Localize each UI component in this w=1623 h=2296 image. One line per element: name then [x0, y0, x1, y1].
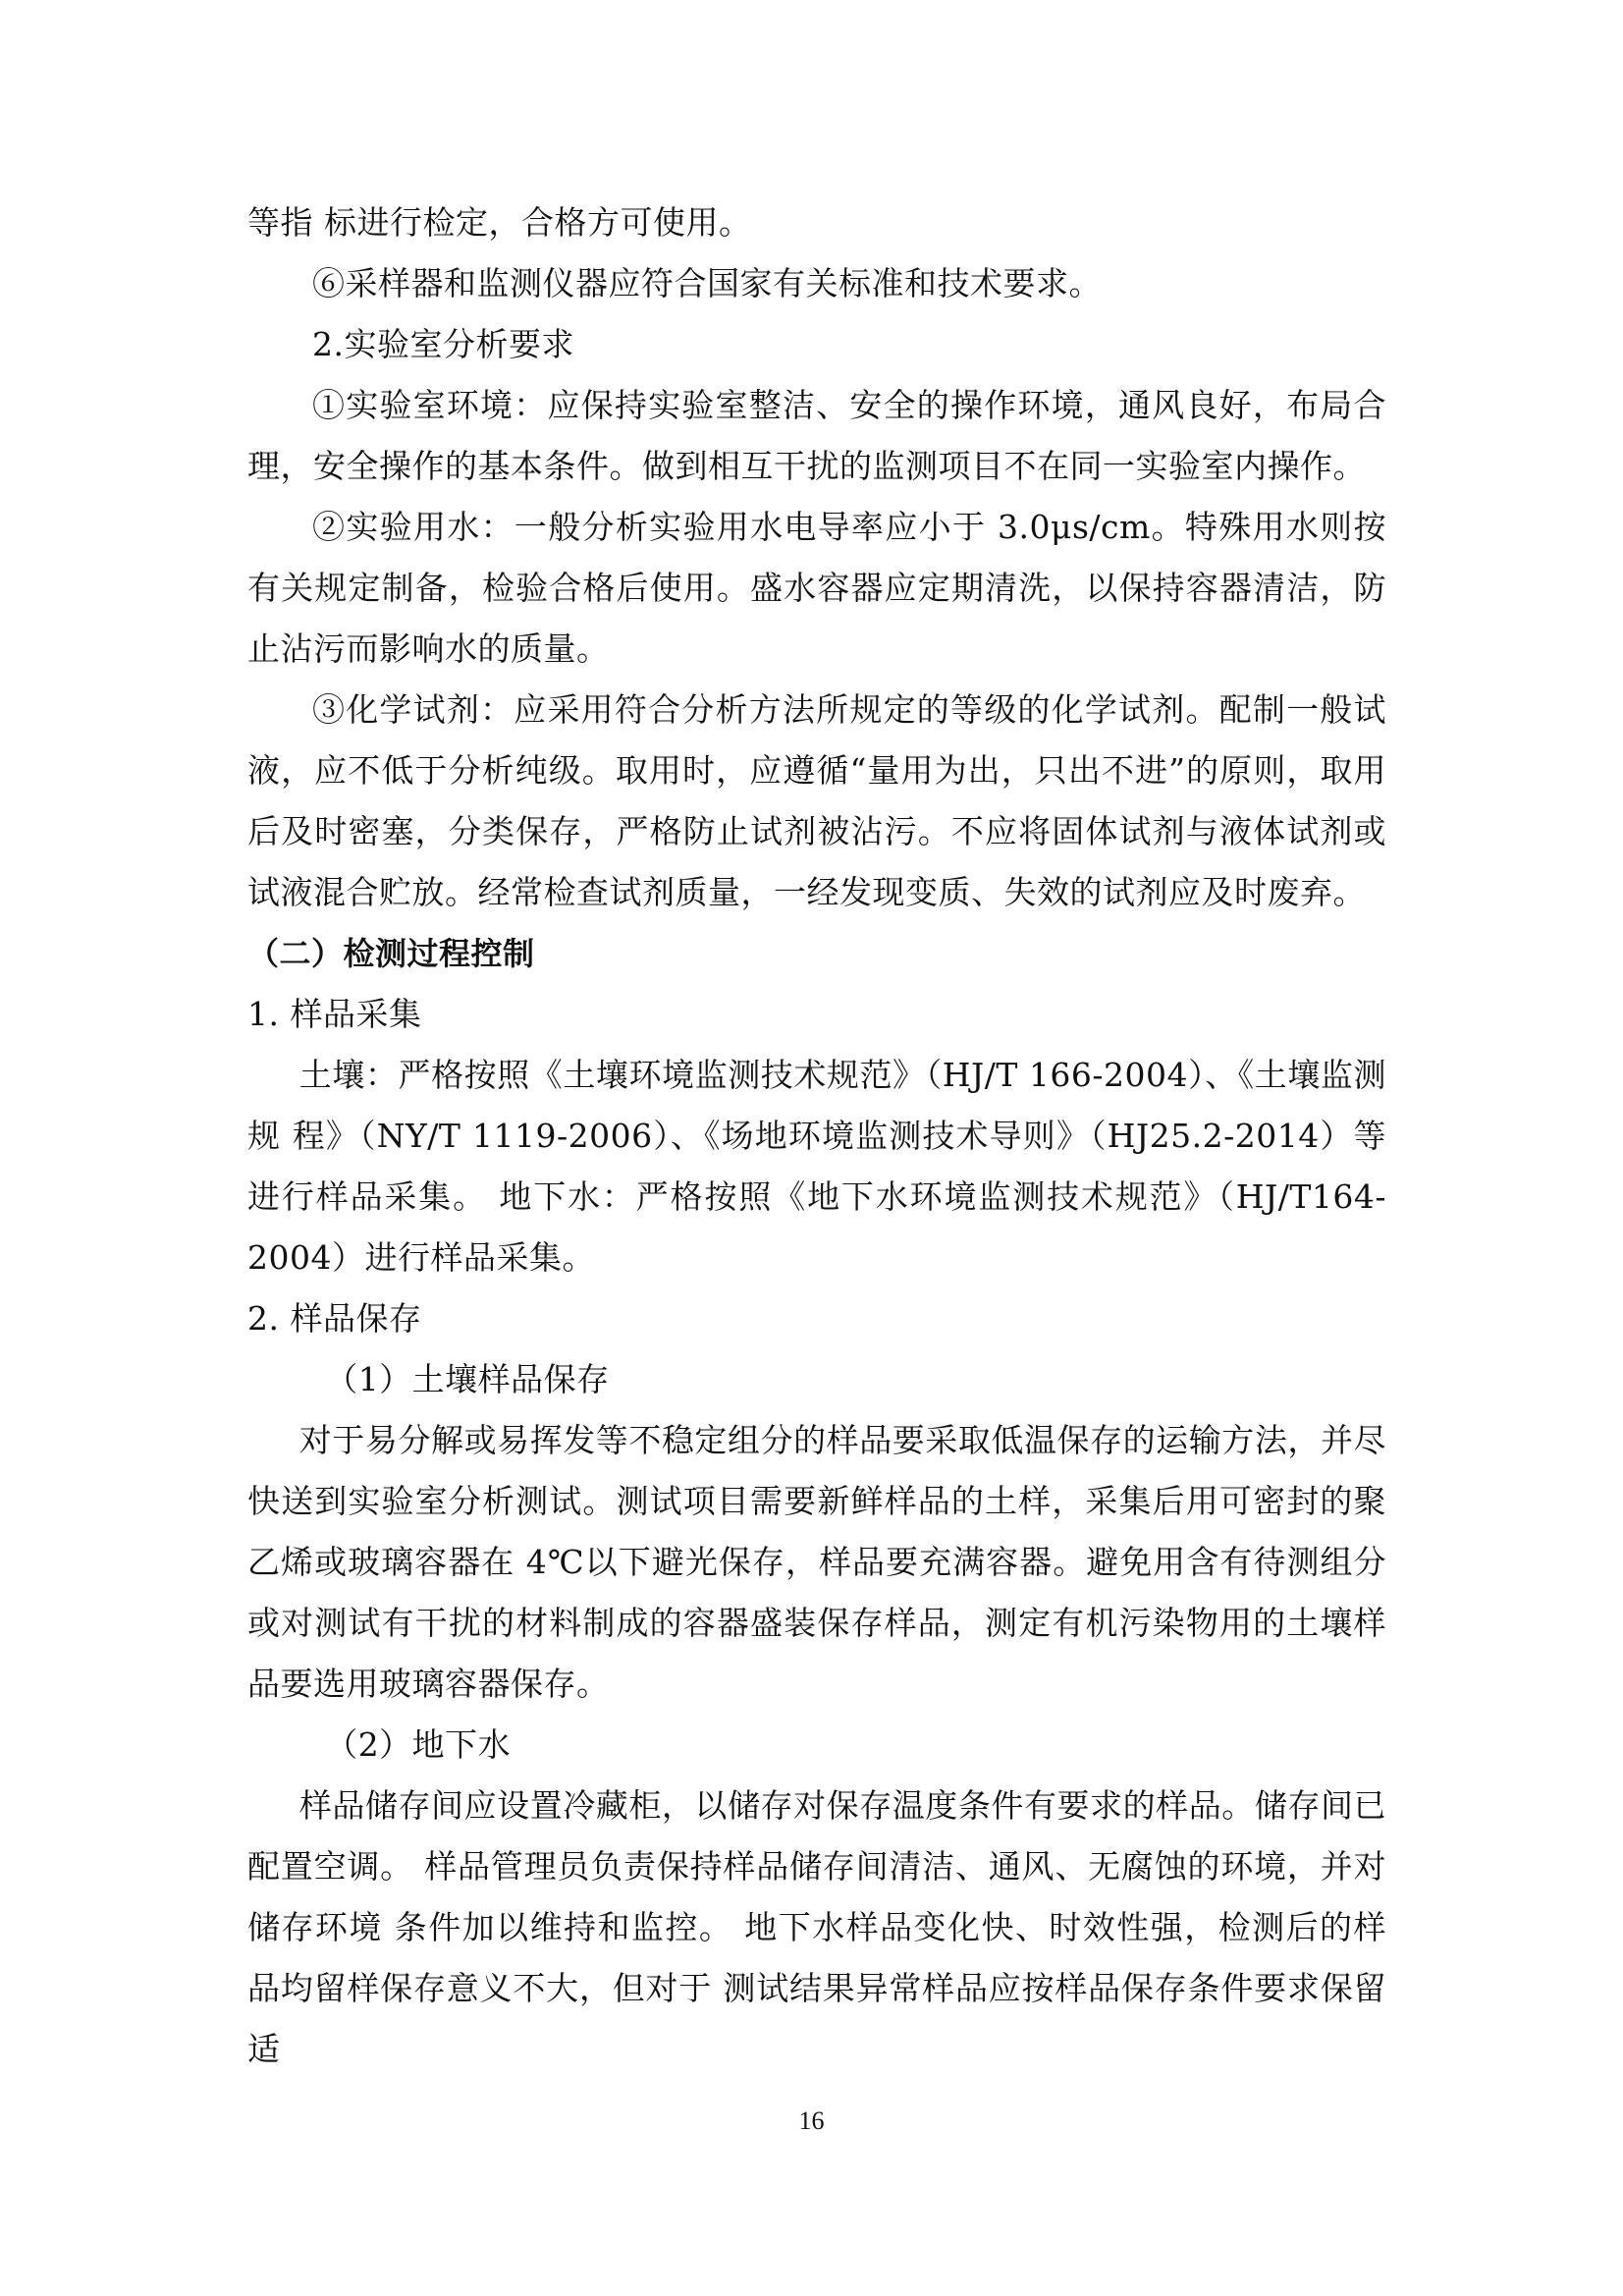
paragraph-chemical-reagents: ③化学试剂：应采用符合分析方法所规定的等级的化学试剂。配制一般试液，应不低于分析纯级。取用时，应遵循“量用为出，只出不进”的原则，取用后及时密塞，分类保存，严格防止试剂被沾污。不应将固体试剂与液体试剂或试液混合贮放。经常检查试剂质量，一经发现变质、失效的试剂应及时废弃。: [247, 690, 1386, 911]
page-number: 16: [798, 2106, 825, 2135]
subsection-soil-storage: （1）土壤样品保存: [325, 1360, 610, 1398]
section-sample-storage: 2. 样品保存: [247, 1299, 422, 1338]
paragraph-sampler-requirements: ⑥采样器和监测仪器应符合国家有关标准和技术要求。: [312, 264, 1102, 302]
subsection-groundwater: （2）地下水: [325, 1725, 512, 1764]
paragraph-lab-water: ②实验用水：一般分析实验用水电导率应小于 3.0μs/cm。特殊用水则按有关规定制备，检验合格后使用。盛水容器应定期清洗，以保持容器清洁，防止沾污而影响水的质量。: [247, 508, 1386, 668]
paragraph-groundwater-storage: 样品储存间应设置冷藏柜，以储存对保存温度条件有要求的样品。储存间已配置空调。 样品管理员负责保持样品储存间清洁、通风、无腐蚀的环境，并对储存环境 条件加以维持和监控。 地下水样品变化快、时效性强，检测后的样品均留样保存意义不大，但对于 测试结果异常样品应按样品保存条件要求保留适: [247, 1786, 1386, 2068]
section-sample-collection: 1. 样品采集: [247, 995, 422, 1033]
heading-process-control: （二）检测过程控制: [247, 935, 535, 972]
paragraph-soil-storage: 对于易分解或易挥发等不稳定组分的样品要采取低温保存的运输方法，并尽快送到实验室分析测试。测试项目需要新鲜样品的土样，采集后用可密封的聚乙烯或玻璃容器在 4℃以下避光保存，样品要充满容器。避免用含有待测组分或对测试有干扰的材料制成的容器盛装保存样品，测定有机污染物用的土壤样品要选用玻璃容器保存。: [247, 1421, 1386, 1703]
paragraph-calibration: 等指 标进行检定，合格方可使用。: [247, 203, 752, 242]
section-lab-analysis-requirements: 2.实验室分析要求: [312, 325, 574, 363]
paragraph-sample-collection-standards: 土壤：严格按照《土壤环境监测技术规范》（HJ/T 166-2004）、《土壤监测规 程》（NY/T 1119-2006）、《场地环境监测技术导则》（HJ25.2-2014）等进行样品采集。 地下水：严格按照《地下水环境监测技术规范》（HJ/T164-2004）进行样品采集。: [247, 1056, 1386, 1277]
page-body: [247, 192, 1386, 2080]
paragraph-lab-environment: ①实验室环境：应保持实验室整洁、安全的操作环境，通风良好，布局合理，安全操作的基本条件。做到相互干扰的监测项目不在同一实验室内操作。: [247, 386, 1386, 485]
